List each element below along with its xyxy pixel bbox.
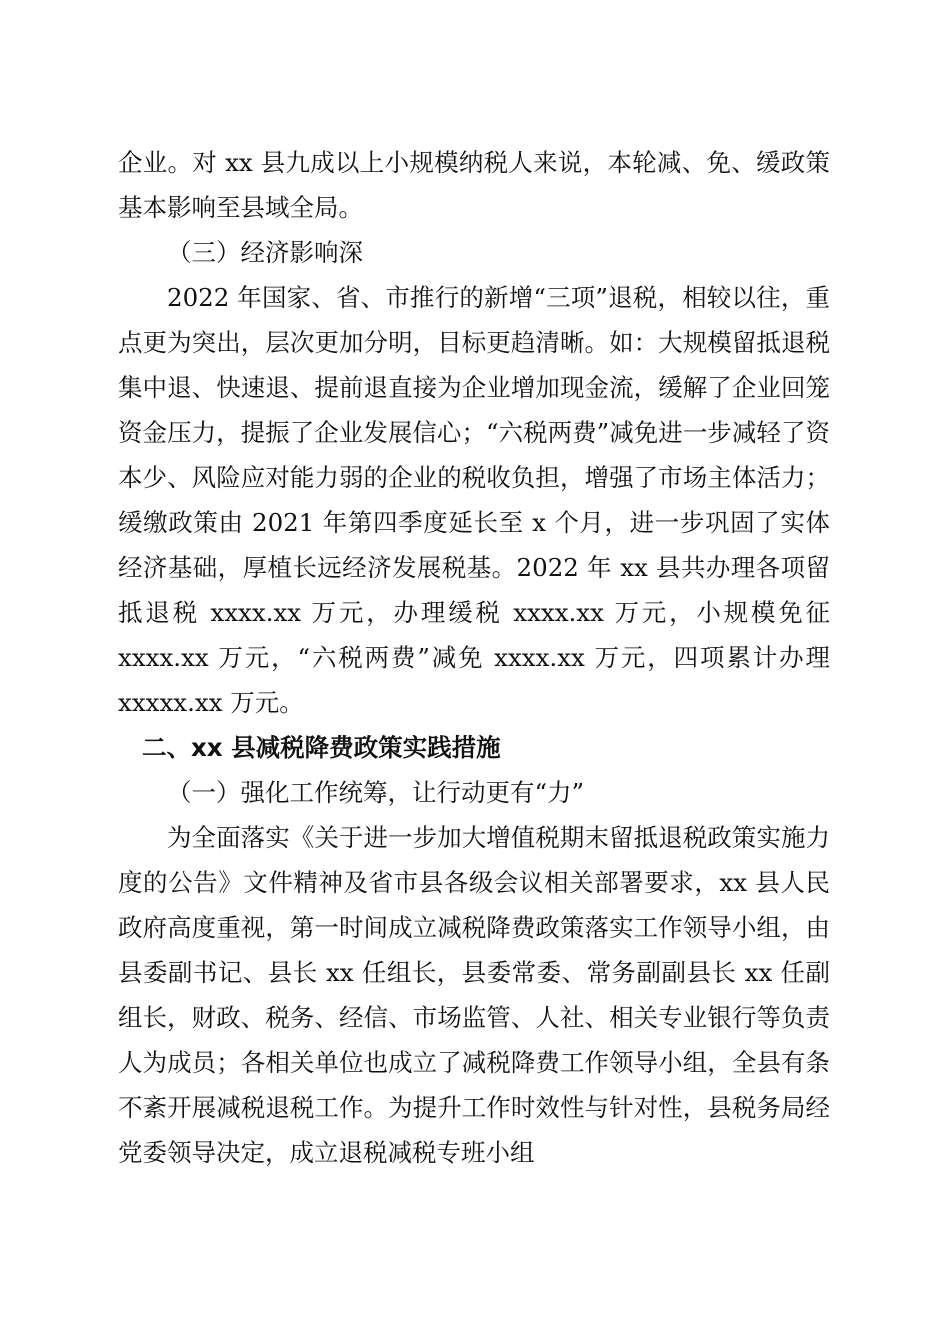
subheading-work-coordination: （一）强化工作统筹，让行动更有“力”: [167, 778, 585, 807]
paragraph-economic-impact: 2022 年国家、省、市推行的新增“三项”退税，相较以往，重点更为突出，层次更加分明，目标更趋清晰。如：大规模留抵退税集中退、快速退、提前退直接为企业增加现金流，缓解了企业回笼资金压力，提振了企业发展信心；“六税两费”减免进一步减轻了资本少、风险应对能力弱的企业的税收负担，增强了市场主体活力；缓缴政策由 2021 年第四季度延长至 x 个月，进一步巩固了实体经济基础，厚植长远经济发展税基。2022 年 xx 县共办理各项留抵退税 xxxx.xx 万元，办理缓税 xxxx.xx 万元，小规模免征 xxxx.xx 万元，“六税两费”减免 xxxx.xx 万元，四项累计办理 xxxxx.xx 万元。: [118, 283, 830, 717]
subheading-economic-impact: （三）经济影响深: [167, 238, 363, 267]
section-heading-practice-measures: 二、xx 县减税降费政策实践措施: [142, 733, 501, 762]
document-body: [118, 140, 830, 1175]
paragraph-work-coordination: 为全面落实《关于进一步加大增值税期末留抵退税政策实施力度的公告》文件精神及省市县各级会议相关部署要求，xx 县人民政府高度重视，第一时间成立减税降费政策落实工作领导小组，由县委副书记、县长 xx 任组长，县委常委、常务副副县长 xx 任副组长，财政、税务、经信、市场监管、人社、相关专业银行等负责人为成员；各相关单位也成立了减税降费工作领导小组，全县有条不紊开展减税退税工作。为提升工作时效性与针对性，县税务局经党委领导决定，成立退税减税专班小组: [118, 823, 830, 1167]
continued-paragraph: 企业。对 xx 县九成以上小规模纳税人来说，本轮减、免、缓政策基本影响至县域全局。: [118, 148, 830, 222]
